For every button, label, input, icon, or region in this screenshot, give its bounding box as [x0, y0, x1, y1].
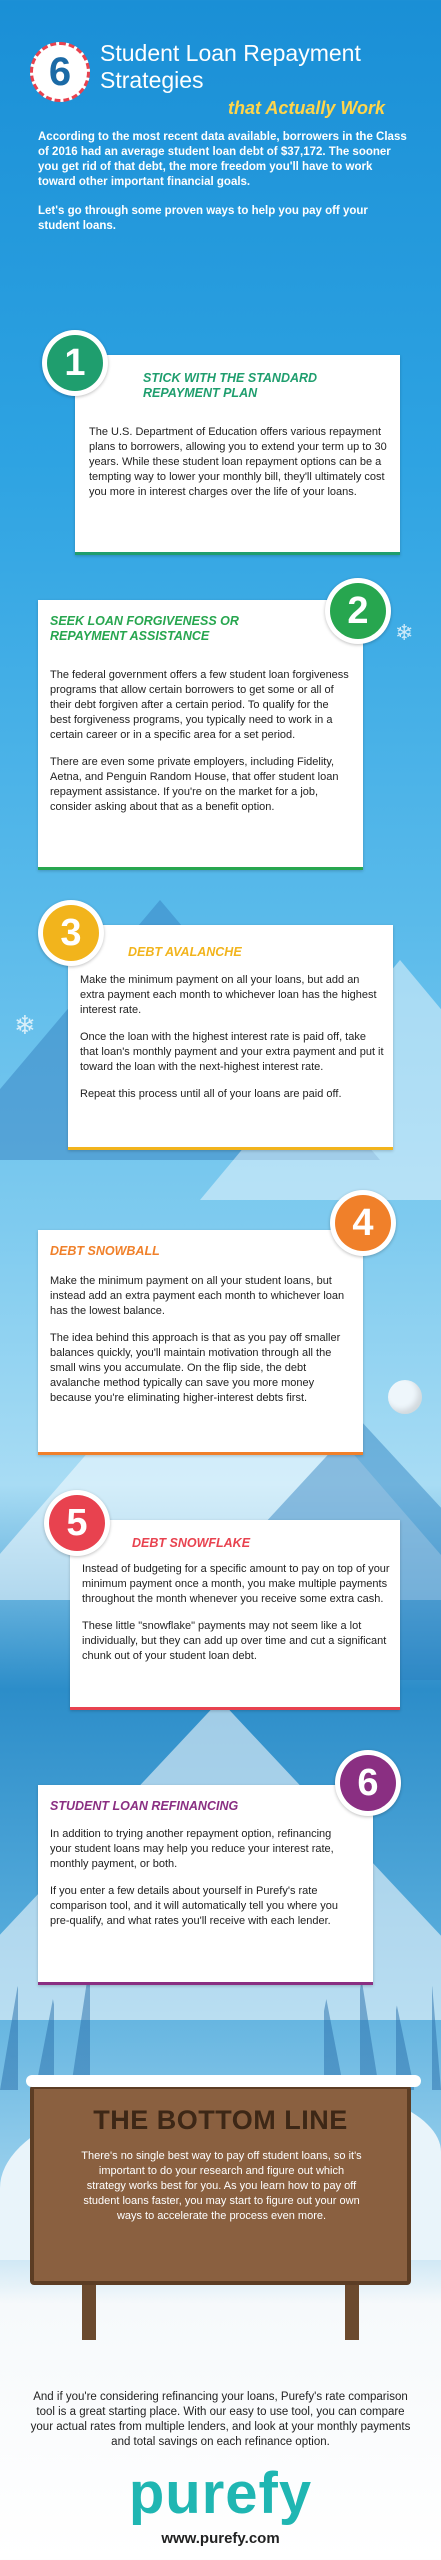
strategy-number: 5 — [49, 1495, 105, 1551]
strategy-paragraph: Make the minimum payment on all your student loans, but instead add an extra payment each month to whichever loan has the lowest balance. — [50, 1275, 345, 1317]
strategy-body — [82, 1562, 392, 1676]
strategy-title: SEEK LOAN FORGIVENESS OR REPAYMENT ASSISTANCE — [50, 614, 239, 643]
strategy-number: 2 — [330, 583, 386, 639]
strategy-number-badge — [42, 330, 108, 396]
strategy-number: 3 — [43, 905, 99, 961]
intro-text — [38, 130, 408, 248]
strategy-number-badge — [330, 1190, 396, 1256]
sign-snow-cap — [26, 2075, 421, 2087]
strategy-number: 1 — [47, 335, 103, 391]
strategy-card-2 — [38, 600, 363, 870]
strategy-body — [50, 1274, 355, 1418]
strategy-number-badge — [335, 1750, 401, 1816]
strategy-number-badge — [44, 1490, 110, 1556]
intro-paragraph: Let's go through some proven ways to help you pay off your student loans. — [38, 205, 368, 232]
strategy-paragraph: Repeat this process until all of your loans are paid off. — [80, 1088, 342, 1100]
strategy-card-1 — [75, 355, 400, 555]
strategy-paragraph: In addition to trying another repayment option, refinancing your student loans may help you reduce your interest rate, monthly payment, or both. — [50, 1828, 334, 1870]
snowflake-icon: ❄ — [14, 1010, 36, 1040]
strategy-paragraph: The idea behind this approach is that as you pay off smaller balances quickly, you'll maintain motivation through all the small wins you accumulate. On the flip side, the debt avalanche method typically can save you more money because you're eliminating higher-interest debts first. — [50, 1332, 341, 1404]
strategy-title: STICK WITH THE STANDARD REPAYMENT PLAN — [143, 371, 318, 400]
strategy-body — [50, 1827, 355, 1941]
intro-paragraph: According to the most recent data available, borrowers in the Class of 2016 had an average student loan debt of $37,172. The sooner you get rid of that debt, the more freedom you'll have to work toward other important financial goals. — [38, 131, 407, 188]
strategy-paragraph: These little "snowflake" payments may not seem like a lot individually, but they can add up over time and cut a significant chunk out of your student loan debt. — [82, 1620, 387, 1662]
outro-text: And if you're considering refinancing your loans, Purefy's rate comparison tool is a great starting place. With our easy to use tool, you can compare your actual rates from multiple lenders, and look at your monthly payments and total savings on each refinance option. — [30, 2391, 411, 2448]
strategy-paragraph: Make the minimum payment on all your loans, but add an extra payment each month to whichever loan has the highest interest rate. — [80, 974, 377, 1016]
strategy-card-4 — [38, 1230, 363, 1455]
strategy-title: DEBT SNOWBALL — [50, 1244, 160, 1258]
header-number: 6 — [35, 47, 85, 97]
strategy-number: 4 — [335, 1195, 391, 1251]
strategy-card-5 — [70, 1520, 400, 1710]
website-link[interactable]: www.purefy.com — [161, 2530, 280, 2547]
strategy-paragraph: If you enter a few details about yourself in Purefy's rate comparison tool, and it will automatically tell you where you pre-qualify, and what rates you'll receive with each lender. — [50, 1885, 338, 1927]
strategy-title: STUDENT LOAN REFINANCING — [50, 1799, 239, 1813]
strategy-title: DEBT SNOWFLAKE — [132, 1536, 251, 1550]
snowflake-icon: ❄ — [395, 620, 414, 645]
strategy-number-badge — [325, 578, 391, 644]
purefy-logo: purefy — [128, 2461, 313, 2526]
strategy-paragraph: Instead of budgeting for a specific amount to pay on top of your minimum payment once a month, you make multiple payments throughout the month whenever you receive some extra cash. — [82, 1563, 390, 1605]
strategy-body — [50, 668, 350, 827]
bottom-line-text: There's no single best way to pay off student loans, so it's important to do your research and figure out which strategy works best for you. As you learn how to pay off student loans faster, you may start to figure out your own ways to accelerate the process even more. — [81, 2150, 362, 2222]
strategy-body — [80, 973, 385, 1114]
bottom-line-sign — [30, 2085, 411, 2285]
strategy-body — [89, 425, 389, 512]
strategy-card-6 — [38, 1785, 373, 1985]
page-title: Student Loan Repayment Strategies — [100, 40, 361, 93]
strategy-title: DEBT AVALANCHE — [128, 945, 242, 959]
strategy-paragraph: The U.S. Department of Education offers various repayment plans to borrowers, allowing you to extend your term up to 30 years. While these student loan repayment options can be a tempting way to lower your monthly bill, they'll ultimately cost you more in interest charges over the life of your loans. — [89, 426, 387, 498]
header-number-badge — [30, 42, 90, 102]
strategy-number: 6 — [340, 1755, 396, 1811]
snowball-icon — [388, 1380, 422, 1414]
page-subtitle: that Actually Work — [228, 98, 386, 118]
bottom-line-title: THE BOTTOM LINE — [93, 2105, 348, 2135]
strategy-paragraph: There are even some private employers, including Fidelity, Aetna, and Penguin Random House, that offer student loan repayment assistance. If you're on the market for a job, consider asking about that as a benefit option. — [50, 756, 339, 813]
strategy-card-3 — [68, 925, 393, 1150]
strategy-paragraph: The federal government offers a few student loan forgiveness programs that allow certain borrowers to get some or all of their debt forgiven after a certain period. To qualify for the best forgiveness programs, you typically need to work in a certain career or in a specific area for a set period. — [50, 669, 349, 741]
strategy-paragraph: Once the loan with the highest interest rate is paid off, take that loan's monthly payment and your extra payment and put it toward the loan with the next-highest interest rate. — [80, 1031, 384, 1073]
strategy-number-badge — [38, 900, 104, 966]
